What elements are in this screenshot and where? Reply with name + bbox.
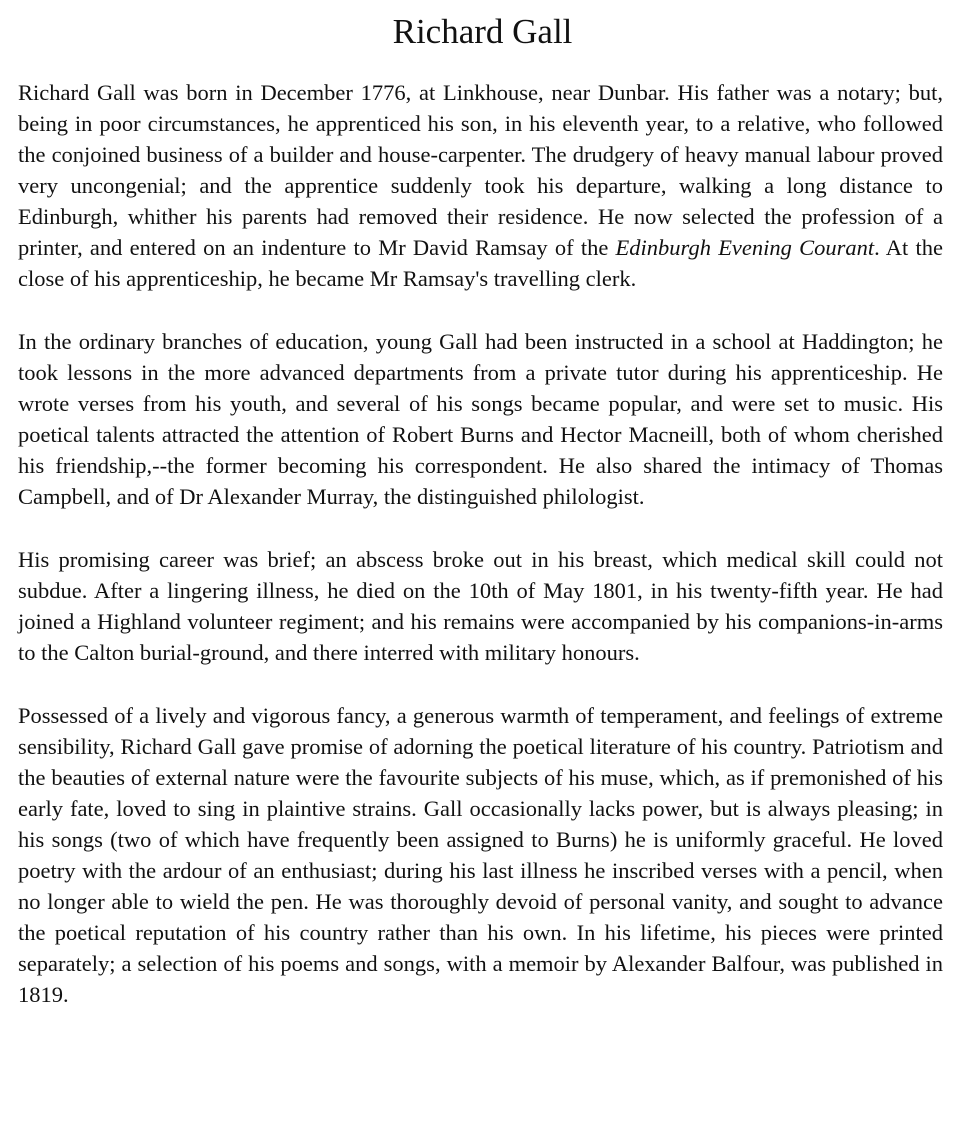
paragraph-death: His promising career was brief; an abscess broke out in his breast, which medical skill could not subdue. After a lingering illness, he died on the 10th of May 1801, in his twenty-fifth year. He had joined a Highland volunteer regiment; and his remains were accompanied by his companions-in-arms to the Calton burial-ground, and there interred with military honours.	[18, 547, 943, 665]
paragraph-1-text-end: . At the close of his apprenticeship, he became Mr Ramsay's travelling clerk.	[18, 235, 943, 291]
paragraph-birth-apprenticeship	[18, 77, 943, 294]
page-title: Richard Gall	[392, 12, 573, 51]
newspaper-title: Edinburgh Evening Courant	[615, 235, 875, 260]
paragraph-1-text: Richard Gall was born in December 1776, at Linkhouse, near Dunbar. His father was a notary; but, being in poor circumstances, he apprenticed his son, in his eleventh year, to a relative, who followed the conjoined business of a builder and house-carpenter. The drudgery of heavy manual labour proved very uncongenial; and the apprentice suddenly took his departure, walking a long distance to Edinburgh, whither his parents had removed their residence. He now selected the profession of a printer, and entered on an indenture to Mr David Ramsay of the	[18, 80, 943, 260]
paragraph-legacy: Possessed of a lively and vigorous fancy, a generous warmth of temperament, and feelings of extreme sensibility, Richard Gall gave promise of adorning the poetical literature of his country. Patriotism and the beauties of external nature were the favourite subjects of his muse, which, as if premonished of his early fate, loved to sing in plaintive strains. Gall occasionally lacks power, but is always pleasing; in his songs (two of which have frequently been assigned to Burns) he is uniformly graceful. He loved poetry with the ardour of an enthusiast; during his last illness he inscribed verses with a pencil, when no longer able to wield the pen. He was thoroughly devoid of personal vanity, and sought to advance the poetical reputation of his country rather than his own. In his lifetime, his pieces were printed separately; a selection of his poems and songs, with a memoir by Alexander Balfour, was published in 1819.	[18, 703, 943, 1007]
paragraph-education: In the ordinary branches of education, young Gall had been instructed in a school at Haddington; he took lessons in the more advanced departments from a private tutor during his apprenticeship. He wrote verses from his youth, and several of his songs became popular, and were set to music. His poetical talents attracted the attention of Robert Burns and Hector Macneill, both of whom cherished his friendship,--the former becoming his correspondent. He also shared the intimacy of Thomas Campbell, and of Dr Alexander Murray, the distinguished philologist.	[18, 329, 943, 509]
